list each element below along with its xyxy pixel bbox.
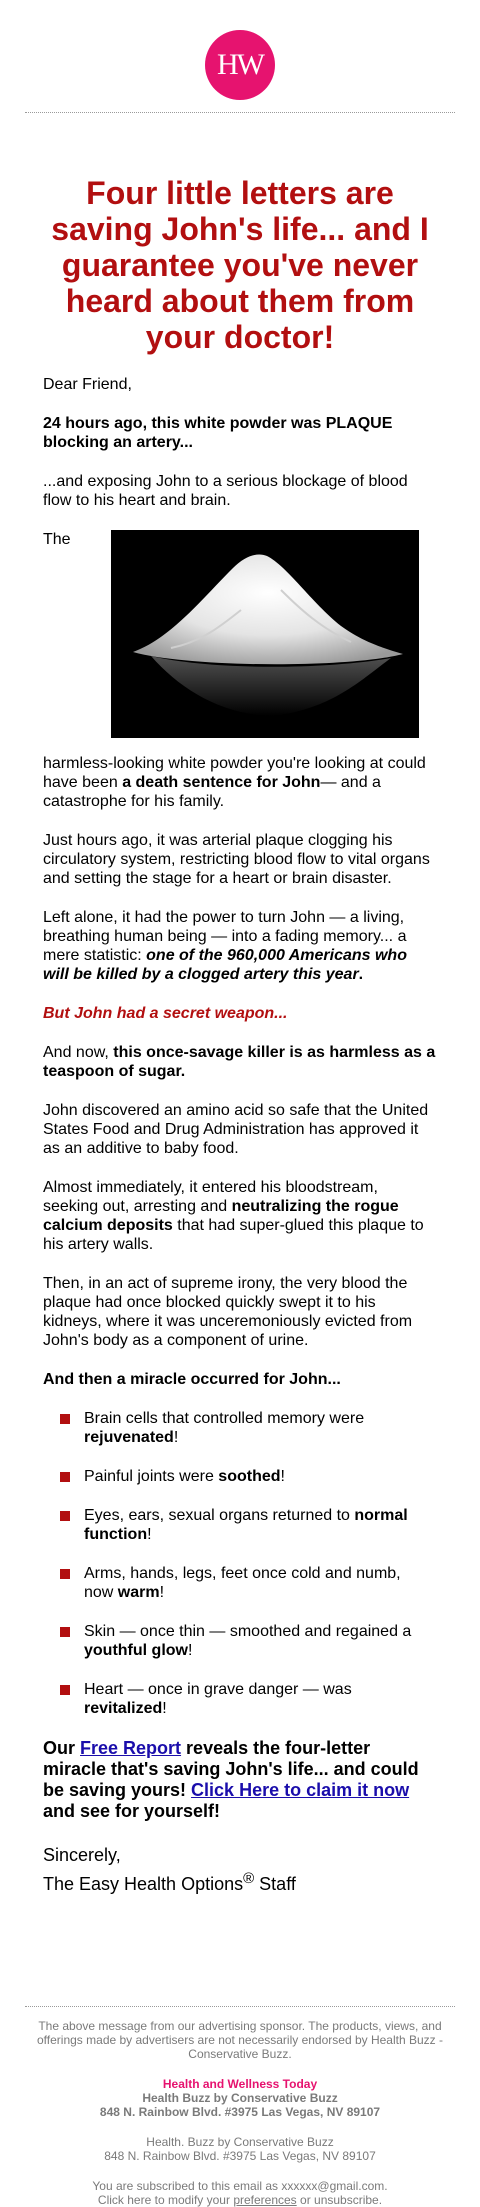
paragraph-harmless: harmless-looking white powder you're looking at could have been a death sentence for John— and a catastrophe for his family. — [43, 755, 426, 810]
footer-brand: Health and Wellness Today — [162, 2077, 318, 2091]
powder-pile-icon — [111, 530, 419, 738]
advertiser-disclaimer: The above message from our advertising sponsor. The products, views, and offerings made by advertisers are not necessarily endorsed by Health Buzz - Conservative Buzz. — [37, 2019, 443, 2061]
paragraph-plaque: 24 hours ago, this white powder was PLAQUE blocking an artery... — [43, 415, 393, 451]
square-bullet-icon — [60, 1627, 70, 1637]
headline: Four little letters are saving John's life... and I guarantee you've never heard about them from your doctor! — [51, 175, 429, 355]
email-body — [25, 175, 455, 1896]
footer — [25, 2006, 455, 2207]
paragraph-irony: Then, in an act of supreme irony, the very blood the plaque had once blocked quickly swept it to his kidneys, where it was unceremoniously evicted from John's body as a component of urine. — [43, 1275, 413, 1349]
white-powder-image[interactable] — [111, 530, 419, 738]
paragraph-statistic: Left alone, it had the power to turn John — a living, breathing human being — into a fading memory... a mere statistic: one of the 960,000 Americans who will be killed by a clogged artery this year. — [43, 909, 407, 983]
subscription-notice: You are subscribed to this email as xxxxxx@gmail.com. — [92, 2179, 388, 2193]
square-bullet-icon — [60, 1472, 70, 1482]
signoff: Sincerely, — [43, 1845, 121, 1865]
list-item: Arms, hands, legs, feet once cold and numb, now warm! — [43, 1564, 437, 1602]
list-item: Brain cells that controlled memory were rejuvenated! — [43, 1409, 437, 1447]
list-item: Painful joints were soothed! — [43, 1467, 437, 1486]
list-item: Eyes, ears, sexual organs returned to normal function! — [43, 1506, 437, 1544]
hw-logo-icon[interactable] — [205, 30, 275, 100]
benefits-list — [43, 1409, 437, 1718]
preferences-line: Click here to modify your preferences or unsubscribe. — [97, 2193, 383, 2207]
footer-address: 848 N. Rainbow Blvd. #3975 Las Vegas, NV 89107 — [99, 2105, 381, 2119]
signature: The Easy Health Options® Staff — [43, 1870, 296, 1894]
call-to-action: Our Free Report reveals the four-letter miracle that's saving John's life... and could be saving yours! Click Here to claim it now and see for yourself! — [43, 1738, 419, 1821]
powder-image-row — [43, 530, 437, 738]
preferences-link[interactable]: preferences — [233, 2193, 297, 2207]
square-bullet-icon — [60, 1414, 70, 1424]
paragraph-harmless-sugar: And now, this once-savage killer is as harmless as a teaspoon of sugar. — [43, 1044, 436, 1080]
logo-text: HW — [217, 48, 263, 81]
free-report-link[interactable]: Free Report — [80, 1738, 182, 1758]
paragraph-blockage: ...and exposing John to a serious blockage of blood flow to his heart and brain. — [43, 473, 408, 509]
footer-company-secondary: Health. Buzz by Conservative Buzz — [146, 2135, 334, 2149]
list-item: Heart — once in grave danger — was revitalized! — [43, 1680, 437, 1718]
header — [25, 0, 455, 112]
paragraph-secret-weapon: But John had a secret weapon... — [43, 1005, 288, 1022]
paragraph-miracle: And then a miracle occurred for John... — [43, 1371, 341, 1388]
paragraph-arterial-plaque: Just hours ago, it was arterial plaque clogging his circulatory system, restricting blood flow to vital organs and setting the stage for a heart or brain disaster. — [43, 832, 430, 887]
footer-company: Health Buzz by Conservative Buzz — [142, 2091, 338, 2105]
square-bullet-icon — [60, 1685, 70, 1695]
paragraph-lead-word: The — [43, 531, 71, 548]
square-bullet-icon — [60, 1511, 70, 1521]
email-container — [25, 0, 455, 2207]
claim-now-link[interactable]: Click Here to claim it now — [191, 1780, 410, 1800]
paragraph-bloodstream: Almost immediately, it entered his bloodstream, seeking out, arresting and neutralizing the rogue calcium deposits that had super-glued this plaque to his artery walls. — [43, 1179, 424, 1253]
list-item: Skin — once thin — smoothed and regained a youthful glow! — [43, 1622, 437, 1660]
greeting: Dear Friend, — [43, 376, 132, 393]
square-bullet-icon — [60, 1569, 70, 1579]
header-divider — [25, 112, 455, 113]
footer-address-secondary: 848 N. Rainbow Blvd. #3975 Las Vegas, NV 89107 — [104, 2149, 376, 2163]
paragraph-amino-acid: John discovered an amino acid so safe that the United States Food and Drug Administration has approved it as an additive to baby food. — [43, 1102, 429, 1157]
